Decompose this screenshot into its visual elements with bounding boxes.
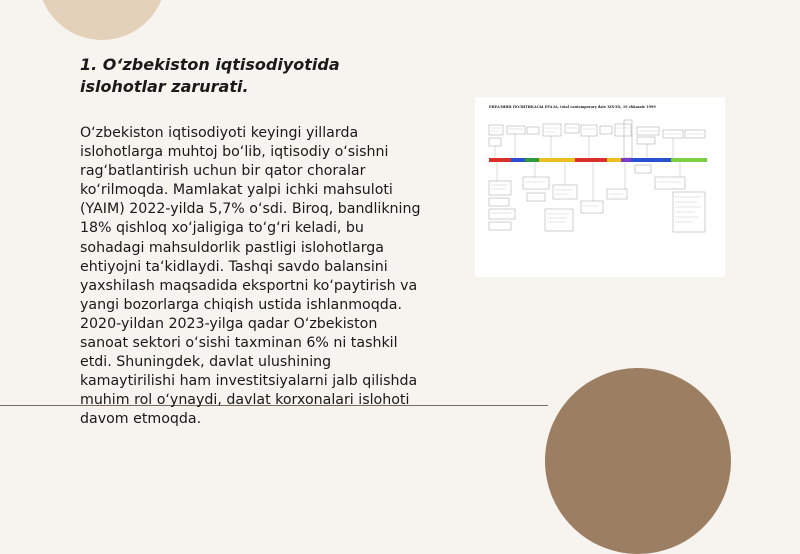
upper-boxes: [489, 120, 705, 158]
slide-body-text: O‘zbekiston iqtisodiyoti keyingi yillarda islohotlarga muhtoj bo‘lib, iqtisodiy o‘sishni rag‘batlantirish uchun bir qator choralar ko‘rilmoqda. Mamlakat yalpi ichki mahsuloti (YAIM) 2022-yilda 5,7% o‘sdi. Biroq, bandlikning 18% qishloq xo‘jaligiga to‘g‘ri keladi, bu sohadagi mahsuldorlik pastligi islohotlarga ehtiyojni ta‘kidlaydi. Tashqi savdo balansini yaxshilash maqsadida eksportni ko‘paytirish va yangi bozorlarga chiqish ustida ishlanmoqda. 2020-yildan 2023-yilga qadar O‘zbekiston sanoat sektori o‘sishi taxminan 6% ni tashkil etdi. Shuningdek, davlat ulushining kamaytirilishi ham investitsiyalarni jalb qilishda muhim rol o‘ynaydi, davlat korxonalari islohoti davom etmoqda.: [80, 125, 421, 428]
decorative-circle-top: [38, 0, 166, 40]
diagram-caption: ЕВРАЗИЯН ПОЛИТИКАСЫ ЕРАЗА, total contemporary date XIX-XX, 19 chkaszie 1999: [489, 105, 656, 109]
timeline-diagram: [475, 97, 725, 277]
lower-box-lines: [491, 182, 701, 222]
slide-title: 1. O‘zbekiston iqtisodiyotida islohotlar zarurati.: [80, 55, 340, 96]
lower-boxes: [489, 165, 705, 232]
decorative-circle-bottom: [545, 368, 731, 554]
timeline-diagram-image: [475, 97, 725, 277]
timeline-bar: [489, 158, 707, 162]
